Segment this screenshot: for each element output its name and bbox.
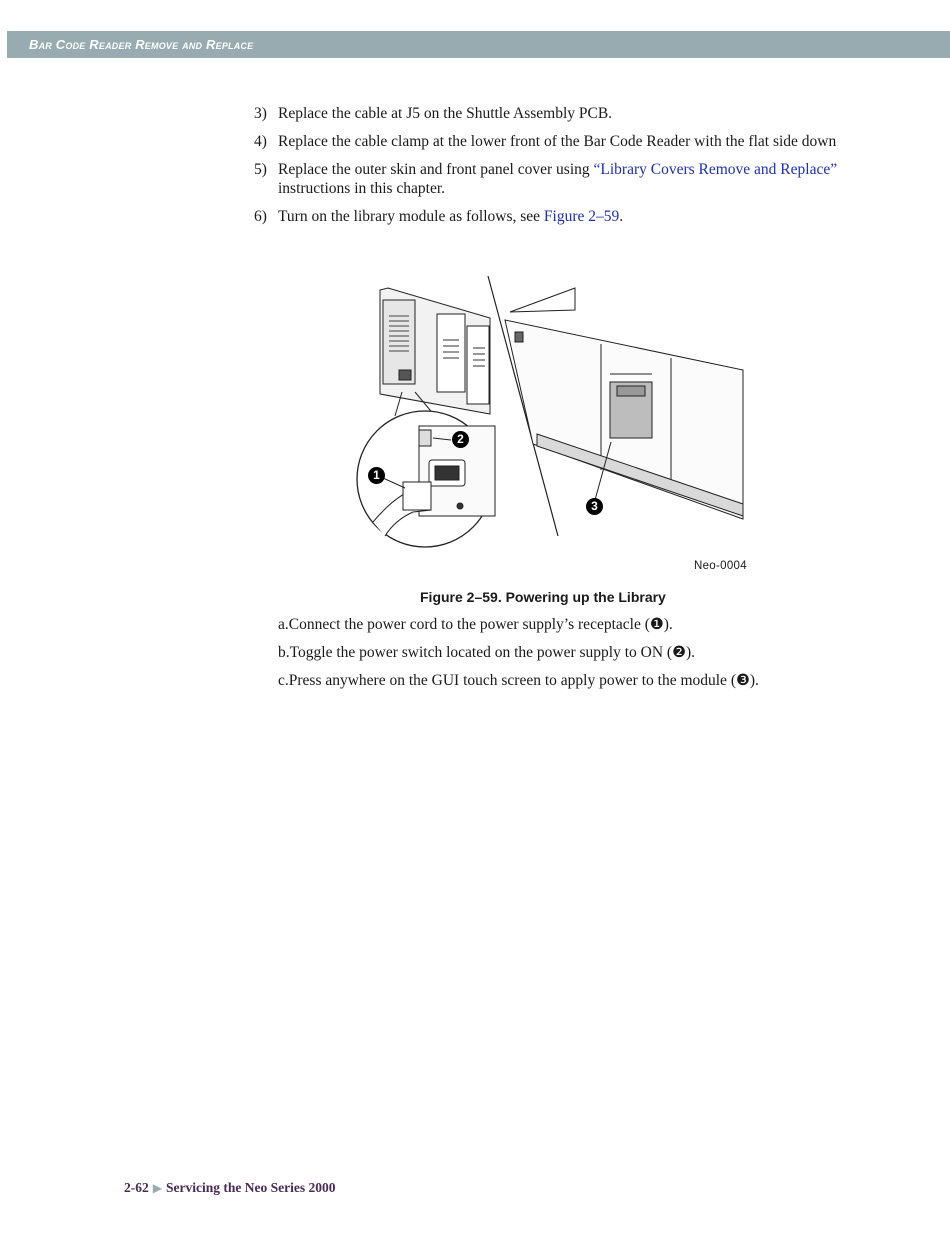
- step-text: Replace the outer skin and front panel cover using: [278, 161, 594, 178]
- step-text-continued: instructions in this chapter.: [278, 180, 446, 197]
- step-number: 5): [254, 161, 267, 178]
- library-power-illustration: [355, 274, 750, 554]
- step-text: Replace the cable at J5 on the Shuttle Assembly PCB.: [278, 105, 613, 122]
- callout-3: 3: [586, 498, 603, 515]
- step-item: [254, 207, 894, 226]
- substep-item: a.Connect the power cord to the power supply’s receptacle (❶).: [278, 616, 673, 633]
- procedure-steps: [254, 104, 894, 235]
- callout-2: 2: [452, 431, 469, 448]
- header-band: [7, 31, 950, 58]
- page-number: 2-62: [124, 1180, 149, 1195]
- substep-item: b.Toggle the power switch located on the power supply to ON (❷).: [278, 644, 696, 661]
- power-on-substeps: [278, 615, 898, 699]
- figure-code: Neo-0004: [694, 560, 747, 572]
- footer-title: Servicing the Neo Series 2000: [165, 1180, 336, 1195]
- figure-caption: Figure 2–59. Powering up the Library: [420, 589, 666, 605]
- step-item: [254, 104, 894, 123]
- step-number: 4): [254, 133, 267, 150]
- figure-link[interactable]: Figure 2–59: [543, 208, 620, 225]
- library-covers-link[interactable]: “Library Covers Remove and Replace”: [593, 161, 838, 178]
- step-number: 3): [254, 105, 267, 122]
- step-text-end: .: [619, 208, 624, 225]
- step-text: Turn on the library module as follows, see: [278, 208, 544, 225]
- step-text: Replace the cable clamp at the lower front of the Bar Code Reader with the flat side down: [278, 133, 837, 150]
- footer-arrow-icon: ▶: [152, 1181, 162, 1195]
- step-item: [254, 132, 894, 151]
- library-rear-view: [380, 288, 490, 416]
- library-front-view: [505, 288, 743, 519]
- page-footer: [124, 1180, 335, 1196]
- section-title: Bar Code Reader Remove and Replace: [29, 37, 254, 52]
- step-number: 6): [254, 208, 267, 225]
- callout-1: 1: [368, 467, 385, 484]
- substep-item: c.Press anywhere on the GUI touch screen to apply power to the module (❸).: [278, 672, 759, 689]
- step-item: [254, 160, 894, 198]
